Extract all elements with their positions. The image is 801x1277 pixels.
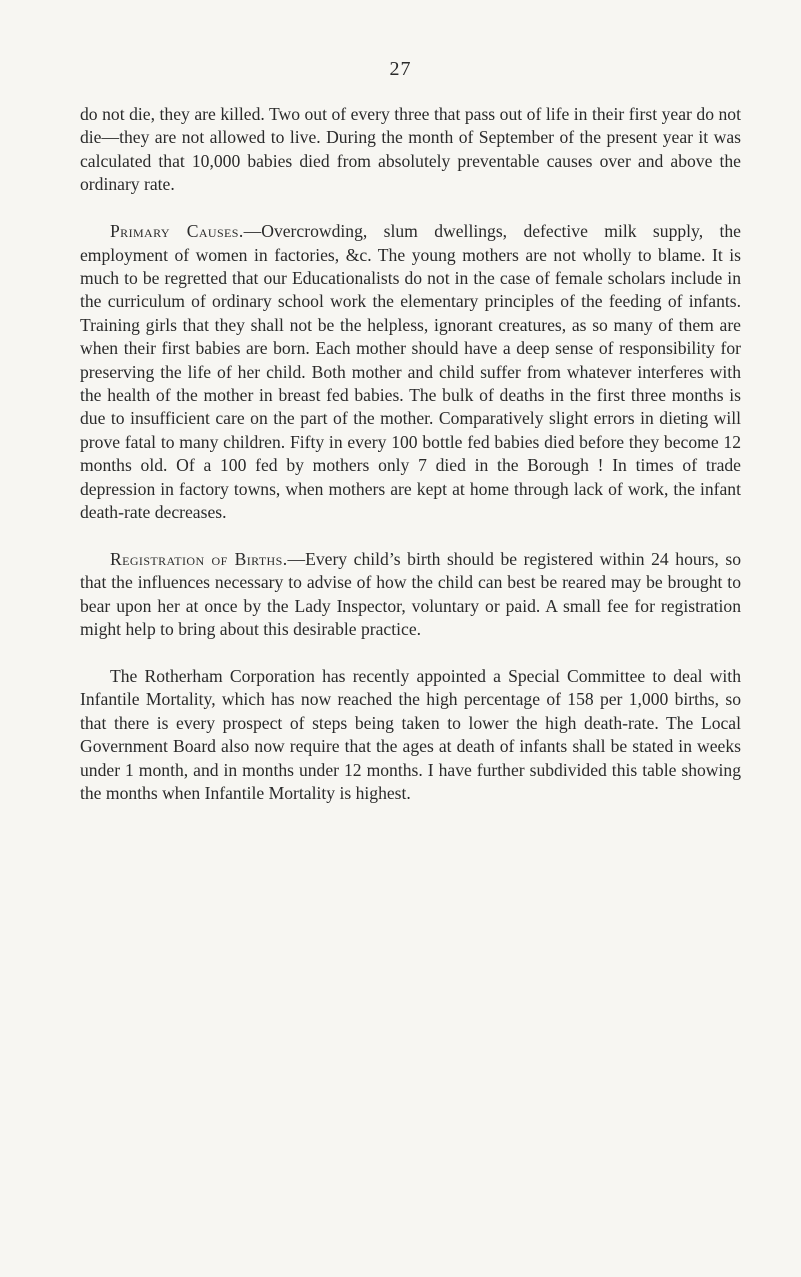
paragraph-text: The Rotherham Corporation has recently appointed a Special Committee to deal with Infantile Mortality, which has now reached the high percentage of 158 per 1,000 births, so that there is every prospect of steps being taken to lower the high death-rate. The Local Government Board also now require that the ages at death of infants shall be stated in weeks under 1 month, and in months under 12 months. I have further subdivided this table showing the months when Infantile Mortality is highest. xyxy=(80,666,741,804)
section-heading-primary-causes: Primary Causes. xyxy=(110,221,244,242)
paragraph-text: do not die, they are killed. Two out of every three that pass out of life in their first year do not die—they are not allowed to live. During the month of September of the present year it was calculated that 10,000 babies died from absolutely preventable causes over and above the ordinary rate. xyxy=(80,104,741,195)
paragraph-primary-causes xyxy=(80,220,741,524)
paragraph-registration-of-births xyxy=(80,548,741,642)
paragraph-text: —Overcrowding, slum dwellings, defective milk supply, the employment of women in factories, &c. The young mothers are not wholly to blame. It is much to be regretted that our Educationalists do not in the case of female scholars include in the curriculum of ordinary school work the elementary principles of the feeding of infants. Training girls that they shall not be the helpless, ignorant creatures, as so many of them are when their first babies are born. Each mother should have a deep sense of responsibility for preserving the life of her child. Both mother and child suffer from whatever interferes with the health of the mother in breast fed babies. The bulk of deaths in the first three months is due to insufficient care on the part of the mother. Comparatively slight errors in dieting will prove fatal to many children. Fifty in every 100 bottle fed babies died before they become 12 months old. Of a 100 fed by mothers only 7 died in the Borough ! In times of trade depression in factory towns, when mothers are kept at home through lack of work, the infant death-rate decreases. xyxy=(80,221,741,522)
page-number: 27 xyxy=(389,58,412,80)
paragraph-rotherham-corporation xyxy=(80,665,741,805)
paragraph-continuation xyxy=(80,103,741,197)
section-heading-registration-of-births: Registration of Births. xyxy=(110,548,288,569)
paragraph-text: —Every child’s birth should be registered within 24 hours, so that the influences necessary to advise of how the child can best be reared may be brought to bear upon her at once by the Lady Inspector, voluntary or paid. A small fee for registration might help to bring about this desirable practice. xyxy=(80,548,741,640)
body-text xyxy=(80,103,741,805)
